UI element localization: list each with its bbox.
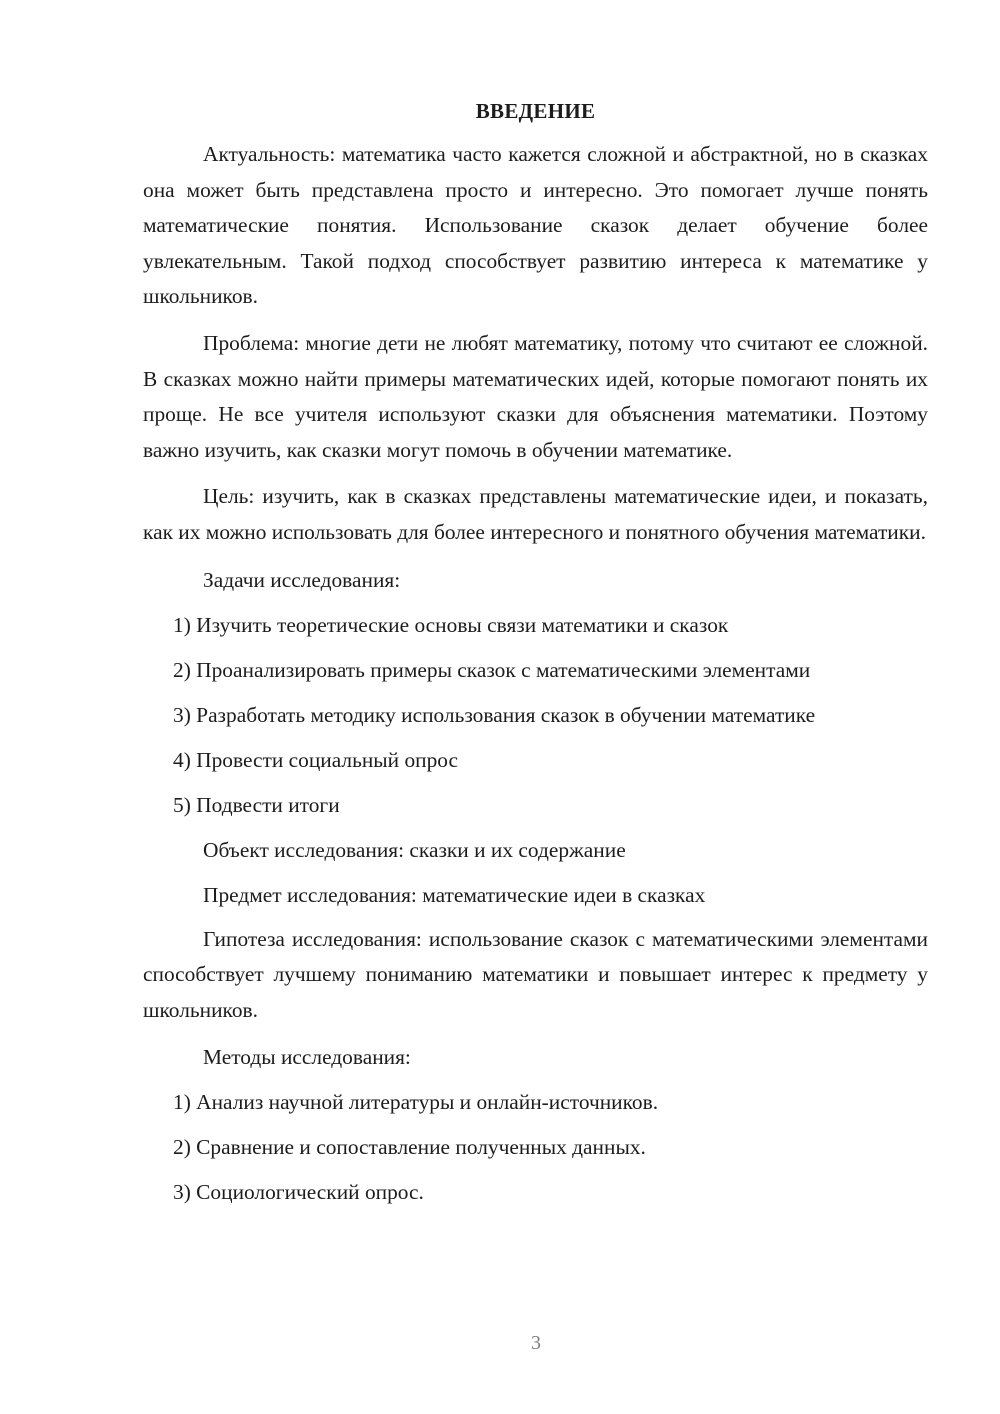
method-item: 1) Анализ научной литературы и онлайн-источников.	[173, 1090, 659, 1115]
method-item: 2) Сравнение и сопоставление полученных данных.	[173, 1135, 646, 1160]
methods-heading: Методы исследования:	[203, 1045, 411, 1070]
task-item: 4) Провести социальный опрос	[173, 747, 459, 772]
task-item: 3) Разработать методику использования сказок в обучении математике	[173, 702, 816, 727]
hypothesis-paragraph: Гипотеза исследования: использование сказок с математическими элементами способствует лучшему пониманию математики и повышает интерес к предмету у школьников.	[143, 926, 928, 1022]
tasks-heading: Задачи исследования:	[203, 567, 401, 592]
task-item: 5) Подвести итоги	[173, 792, 340, 817]
relevance-paragraph: Актуальность: математика часто кажется сложной и абстрактной, но в сказках она может быть представлена просто и интересно. Это помогает лучше понять математические понятия. Использование сказок делает обучение более увлекательным. Такой подход способствует развитию интереса к математике у школьников.	[143, 142, 928, 309]
task-item: 2) Проанализировать примеры сказок с математическими элементами	[173, 657, 811, 682]
page-content	[143, 95, 928, 1219]
research-subject: Предмет исследования: математические идеи в сказках	[203, 882, 706, 907]
page-number: 3	[531, 1332, 541, 1354]
page-title: ВВЕДЕНИЕ	[475, 99, 596, 123]
goal-paragraph: Цель: изучить, как в сказках представлены математические идеи, и показать, как их можно использовать для более интересного и понятного обучения математики.	[143, 484, 928, 544]
task-item: 1) Изучить теоретические основы связи математики и сказок	[173, 612, 729, 637]
method-item: 3) Социологический опрос.	[173, 1180, 424, 1205]
research-object: Объект исследования: сказки и их содержание	[203, 837, 626, 862]
problem-paragraph: Проблема: многие дети не любят математику, потому что считают ее сложной. В сказках можно найти примеры математических идей, которые помогают понять их проще. Не все учителя используют сказки для объяснения математики. Поэтому важно изучить, как сказки могут помочь в обучении математике.	[143, 330, 928, 462]
